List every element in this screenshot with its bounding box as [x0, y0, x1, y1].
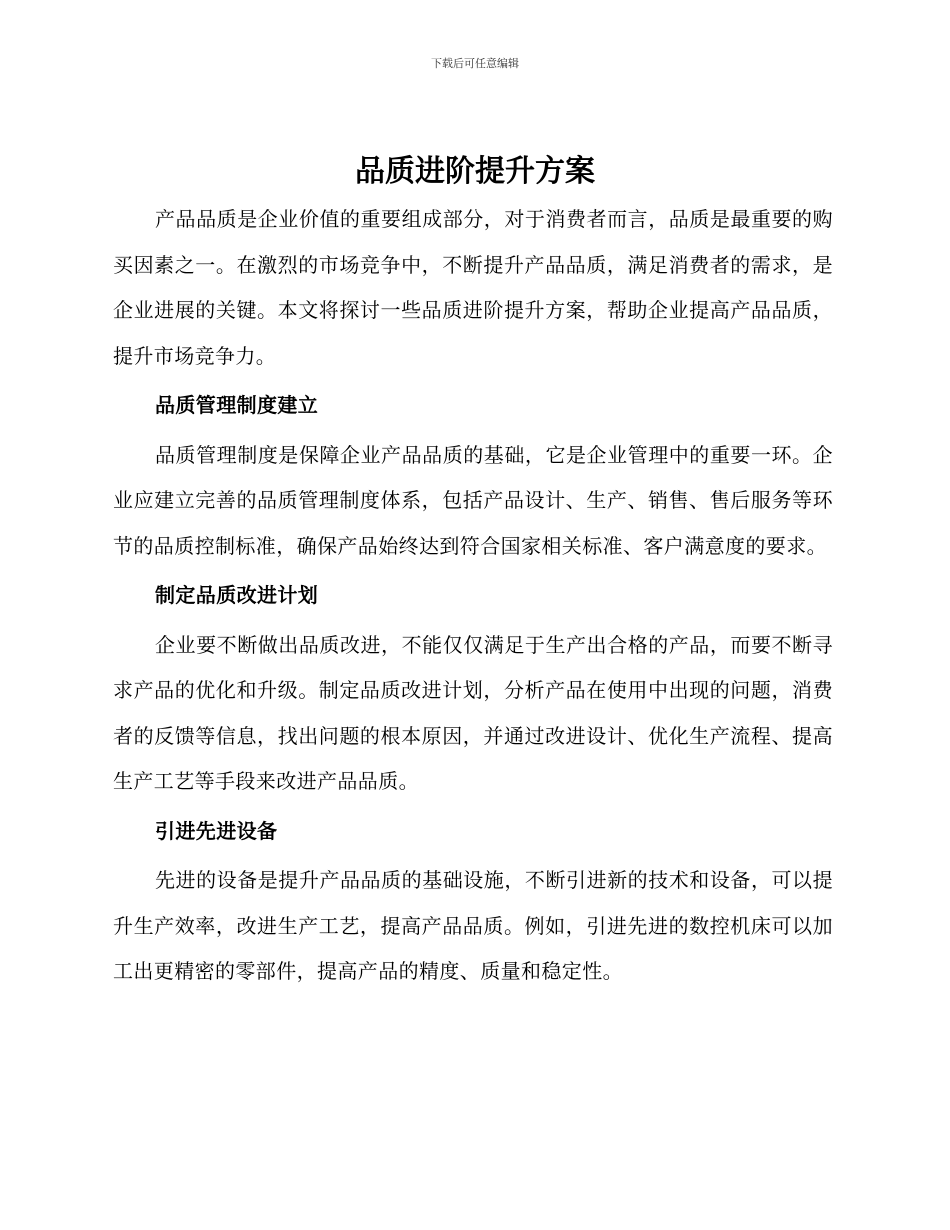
section-body-advanced-equipment: 先进的设备是提升产品品质的基础设施，不断引进新的技术和设备，可以提升生产效率，改进生产工艺，提高产品品质。例如，引进先进的数控机床可以加工出更精密的零部件，提高产品的精度、质量和稳定性。	[113, 868, 833, 983]
document-title: 品质进阶提升方案	[355, 154, 595, 189]
section-heading-improvement-plan: 制定品质改进计划	[155, 583, 319, 607]
section-body-improvement-plan: 企业要不断做出品质改进，不能仅仅满足于生产出合格的产品，而要不断寻求产品的优化和升级。制定品质改进计划，分析产品在使用中出现的问题，消费者的反馈等信息，找出问题的根本原因，并通过改进设计、优化生产流程、提高生产工艺等手段来改进产品品质。	[113, 632, 833, 793]
section-body-quality-management: 品质管理制度是保障企业产品品质的基础，它是企业管理中的重要一环。企业应建立完善的品质管理制度体系，包括产品设计、生产、销售、售后服务等环节的品质控制标准，确保产品始终达到符合国家相关标准、客户满意度的要求。	[113, 442, 833, 558]
section-heading-advanced-equipment: 引进先进设备	[155, 818, 278, 843]
document-body	[113, 197, 833, 995]
intro-paragraph: 产品品质是企业价值的重要组成部分，对于消费者而言，品质是最重要的购买因素之一。在激烈的市场竞争中，不断提升产品品质，满足消费者的需求，是企业进展的关键。本文将探讨一些品质进阶提升方案，帮助企业提高产品品质，提升市场竞争力。	[113, 207, 833, 368]
section-heading-quality-management: 品质管理制度建立	[155, 393, 319, 417]
header-note: 下载后可任意编辑	[431, 57, 519, 70]
